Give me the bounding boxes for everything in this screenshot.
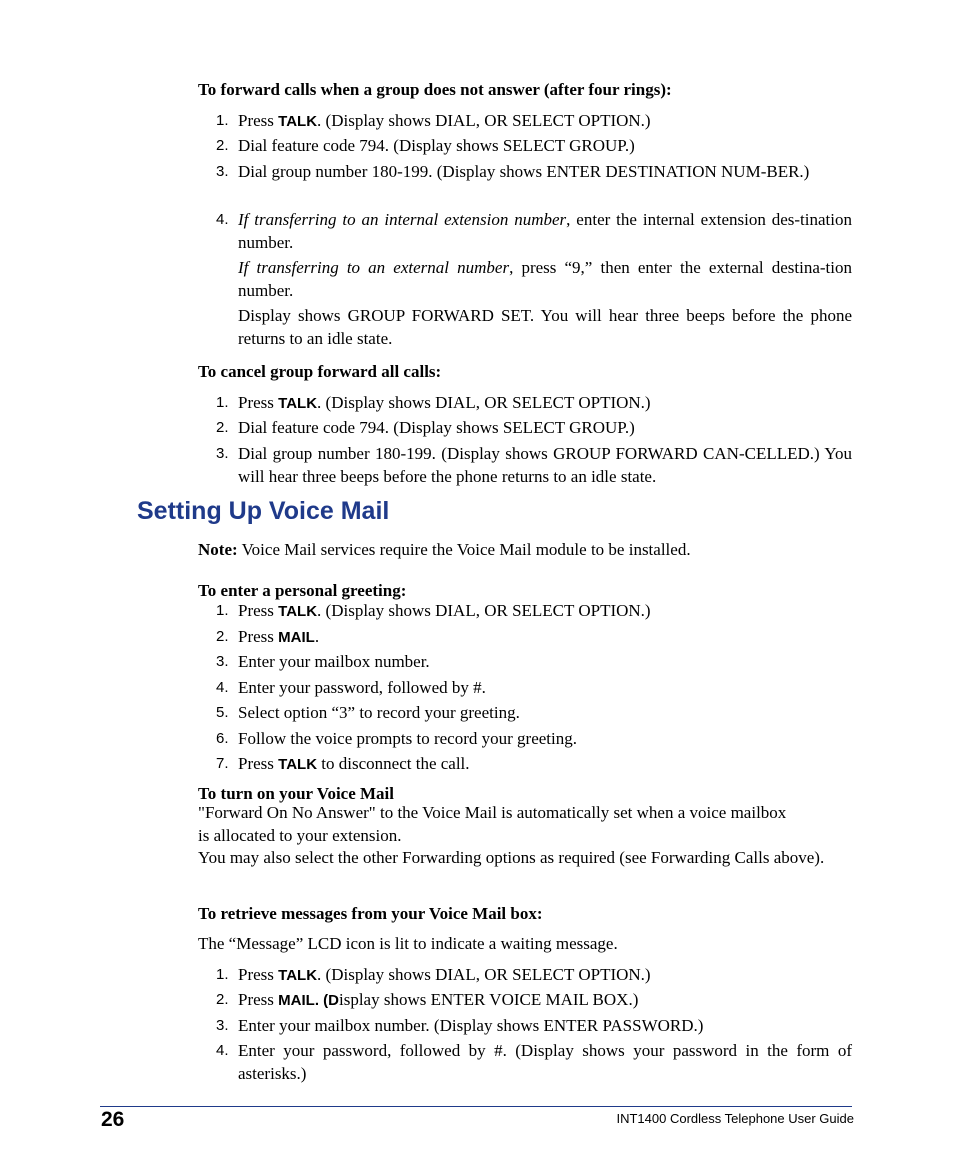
- footer-divider: [100, 1106, 852, 1107]
- step-text: Press: [238, 393, 279, 412]
- paragraph-message-icon: The “Message” LCD icon is lit to indicate a waiting message.: [198, 934, 618, 953]
- note: [198, 538, 852, 561]
- list-item: [198, 416, 852, 439]
- mail-key: MAIL. (D: [278, 992, 339, 1009]
- list-item: [198, 208, 852, 254]
- paragraph-italic: If transferring to an external number: [238, 258, 510, 277]
- mail-key: MAIL: [278, 629, 315, 646]
- step-text: Enter your password, followed by #. (Display shows your password in the form of asterisks.): [238, 1041, 852, 1083]
- step-number: 7.: [216, 755, 229, 772]
- list-item: [198, 676, 852, 699]
- note-label: Note:: [198, 540, 238, 559]
- section-label-personal-greeting: To enter a personal greeting:: [198, 581, 407, 600]
- step-text: Follow the voice prompts to record your greeting.: [238, 729, 577, 748]
- step-text: Enter your password, followed by #.: [238, 678, 486, 697]
- talk-key: TALK: [278, 113, 318, 130]
- step-text: Press: [238, 990, 279, 1009]
- step-number: 3.: [216, 163, 229, 180]
- step-number: 2.: [216, 991, 229, 1008]
- step-number: 3.: [216, 445, 229, 462]
- step-text: isplay shows ENTER VOICE MAIL BOX.): [338, 990, 639, 1009]
- list-item: [198, 160, 852, 183]
- step-text: Press: [238, 754, 279, 773]
- list-item: [198, 134, 852, 157]
- paragraph-external: [238, 256, 852, 302]
- step-number: 2.: [216, 628, 229, 645]
- step-number: 3.: [216, 1017, 229, 1034]
- talk-key: TALK: [278, 395, 318, 412]
- step-text: Enter your mailbox number.: [238, 652, 430, 671]
- step-text: to disconnect the call.: [317, 754, 470, 773]
- list-item: [198, 988, 852, 1012]
- step-text: Enter your mailbox number. (Display shows ENTER PASSWORD.): [238, 1016, 704, 1035]
- talk-key: TALK: [278, 603, 318, 620]
- list-item: [198, 650, 852, 673]
- list-item: [198, 1039, 852, 1085]
- section-label-turn-on-voice-mail: To turn on your Voice Mail: [198, 784, 395, 803]
- step-text: . (Display shows DIAL, OR SELECT OPTION.): [317, 393, 651, 412]
- list-item: [198, 752, 852, 776]
- step-number: 1.: [216, 966, 229, 983]
- section-label-retrieve-messages: To retrieve messages from your Voice Mail box:: [198, 904, 543, 923]
- step-text: Press: [238, 601, 279, 620]
- step-text: Press: [238, 627, 279, 646]
- list-item: [198, 391, 852, 415]
- step-text: . (Display shows DIAL, OR SELECT OPTION.): [317, 601, 651, 620]
- step-text: Dial group number 180-199. (Display shows ENTER DESTINATION NUM-BER.): [238, 162, 810, 181]
- paragraph-display: Display shows GROUP FORWARD SET. You will hear three beeps before the phone returns to an idle state.: [238, 306, 852, 348]
- step-italic: If transferring to an internal extension number: [238, 210, 567, 229]
- list-item: [198, 599, 852, 623]
- step-number: 1.: [216, 602, 229, 619]
- step-text: Select option “3” to record your greeting.: [238, 703, 520, 722]
- step-text: Press: [238, 965, 279, 984]
- step-text: .: [314, 627, 320, 646]
- step-number: 4.: [216, 211, 229, 228]
- talk-key: TALK: [278, 756, 318, 773]
- step-text: Dial feature code 794. (Display shows SELECT GROUP.): [238, 418, 635, 437]
- page-number: 26: [101, 1108, 125, 1131]
- step-number: 1.: [216, 394, 229, 411]
- list-item: [198, 625, 852, 649]
- note-text: Voice Mail services require the Voice Mail module to be installed.: [237, 540, 691, 559]
- step-text: Dial group number 180-199. (Display shows GROUP FORWARD CAN-CELLED.) You will hear three beeps before the phone returns to an idle state.: [238, 444, 852, 486]
- list-item: [198, 109, 852, 133]
- step-text: , enter the internal extension des-tination number.: [238, 210, 852, 252]
- paragraph-forwarding-options: You may also select the other Forwarding options as required (see Forwarding Calls above).: [198, 848, 825, 867]
- footer-title: INT1400 Cordless Telephone User Guide: [616, 1111, 854, 1126]
- step-text: Dial feature code 794. (Display shows SELECT GROUP.): [238, 136, 635, 155]
- step-number: 2.: [216, 137, 229, 154]
- step-number: 5.: [216, 704, 229, 721]
- step-number: 6.: [216, 730, 229, 747]
- list-item: [198, 1014, 852, 1037]
- list-item: [198, 442, 852, 488]
- paragraph-forward-on-no-answer: "Forward On No Answer" to the Voice Mail is automatically set when a voice mailbox is allocated to your extension.: [198, 803, 787, 845]
- step-number: 4.: [216, 679, 229, 696]
- section-label-group-no-answer: To forward calls when a group does not answer (after four rings):: [198, 80, 672, 99]
- list-item: [198, 701, 852, 724]
- step-text: Press: [238, 111, 279, 130]
- step-text: . (Display shows DIAL, OR SELECT OPTION.): [317, 111, 651, 130]
- list-item: [198, 727, 852, 750]
- section-label-cancel-group-forward: To cancel group forward all calls:: [198, 362, 442, 381]
- list-item: [198, 963, 852, 987]
- step-number: 1.: [216, 112, 229, 129]
- step-number: 2.: [216, 419, 229, 436]
- step-text: . (Display shows DIAL, OR SELECT OPTION.): [317, 965, 651, 984]
- step-number: 4.: [216, 1042, 229, 1059]
- section-heading: Setting Up Voice Mail: [137, 497, 390, 525]
- talk-key: TALK: [278, 967, 318, 984]
- paragraph-text: , press “9,” then enter the external destina-tion number.: [238, 258, 853, 300]
- step-number: 3.: [216, 653, 229, 670]
